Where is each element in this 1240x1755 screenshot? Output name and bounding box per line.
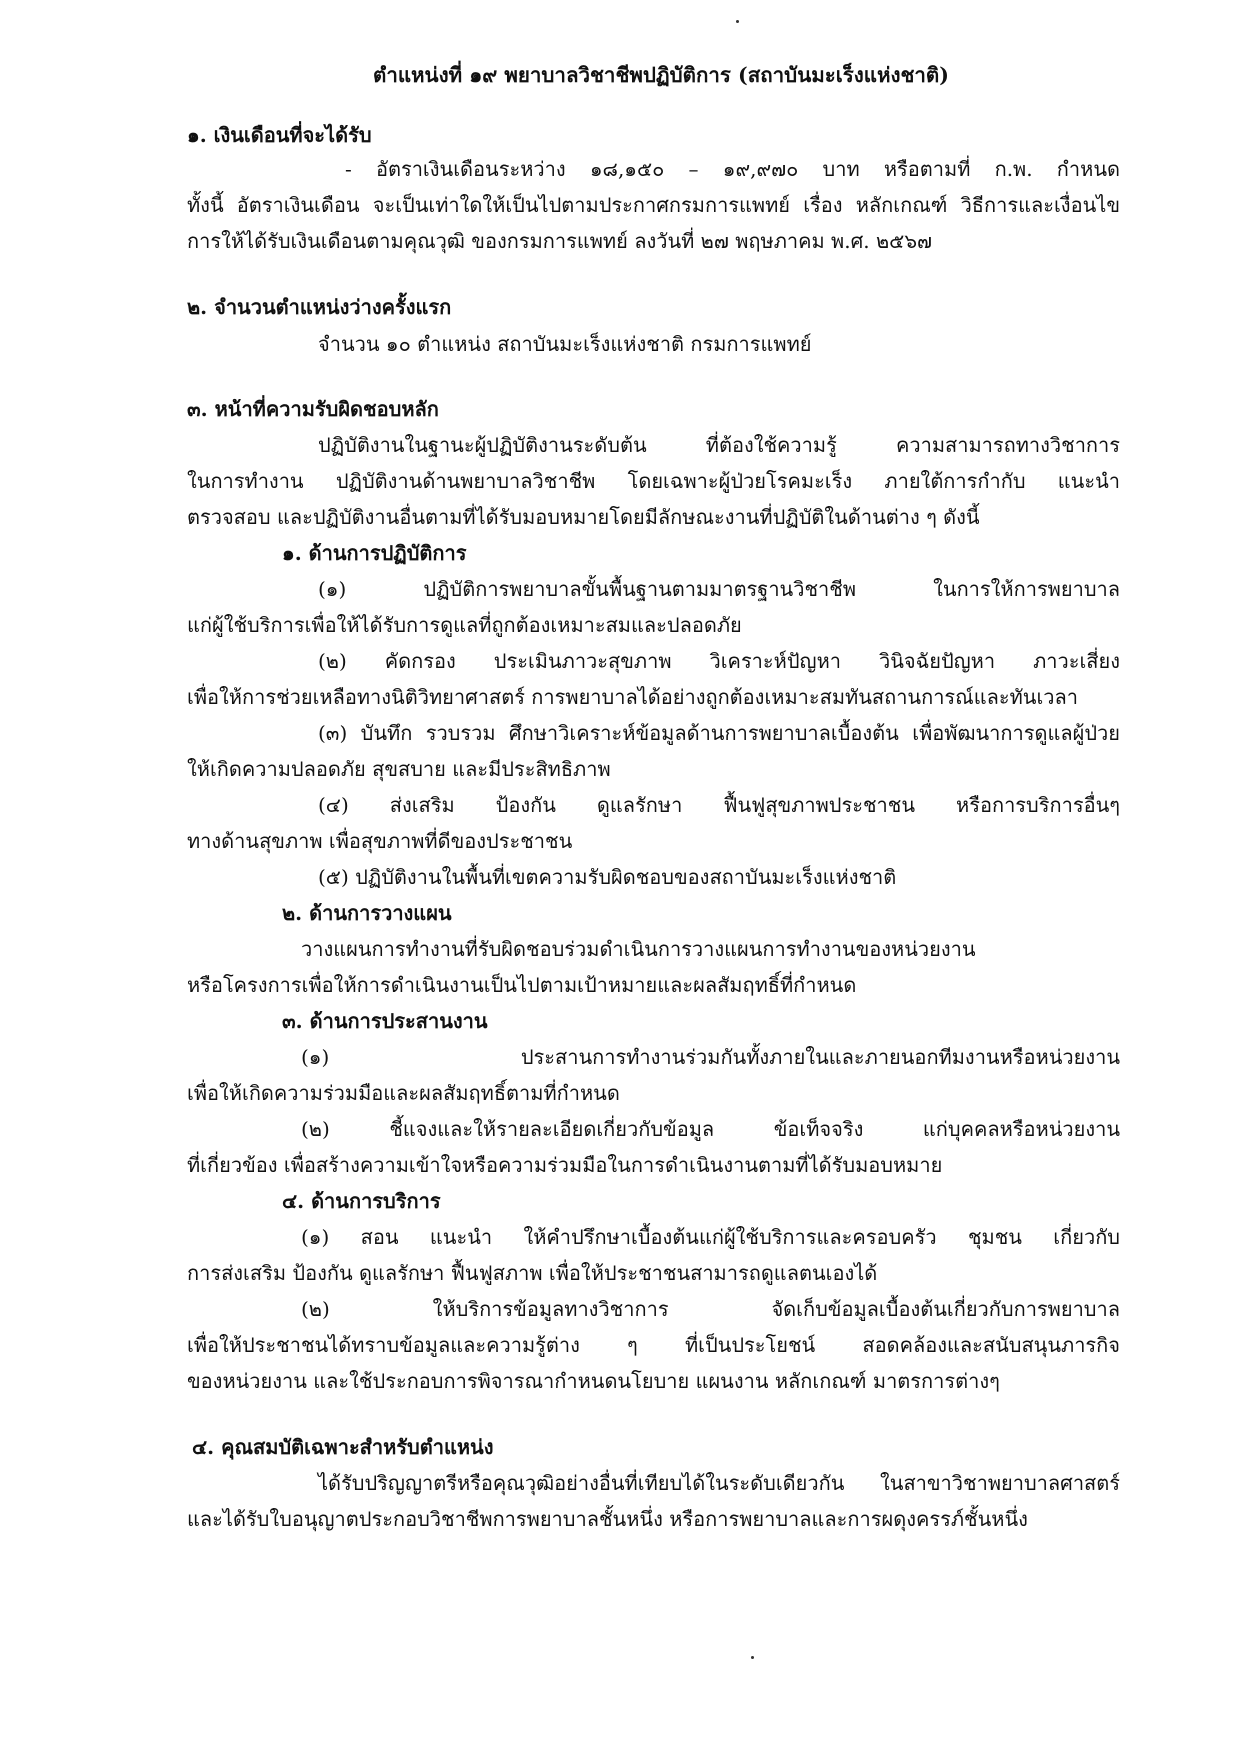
operations-item-3-cont: ให้เกิดความปลอดภัย สุขสบาย และมีประสิทธิภาพ (187, 757, 611, 781)
section-3-line-3: ตรวจสอบ และปฏิบัติงานอื่นตามที่ได้รับมอบหมายโดยมีลักษณะงานที่ปฏิบัติในด้านต่าง ๆ ดังนี้ (187, 505, 980, 529)
section-1-line-1: - อัตราเงินเดือนระหว่าง ๑๘,๑๕๐ – ๑๙,๙๗๐ บาท หรือตามที่ ก.พ. กำหนด (345, 157, 1120, 181)
section-4-line-2: และได้รับใบอนุญาตประกอบวิชาชีพการพยาบาลชั้นหนึ่ง หรือการพยาบาลและการผดุงครรภ์ชั้นหนึ่ง (187, 1507, 1028, 1531)
service-item-2-cont-1: เพื่อให้ประชาชนได้ทราบข้อมูลและความรู้ต่าง ๆ ที่เป็นประโยชน์ สอดคล้องและสนับสนุนภารกิจ (187, 1333, 1120, 1357)
section-4-line-1: ได้รับปริญญาตรีหรือคุณวุฒิอย่างอื่นที่เทียบได้ในระดับเดียวกัน ในสาขาวิชาพยาบาลศาสตร์ (318, 1471, 1120, 1495)
subsection-coordination-heading: ๓. ด้านการประสานงาน (282, 1009, 488, 1033)
section-1-line-3: การให้ได้รับเงินเดือนตามคุณวุฒิ ของกรมการแพทย์ ลงวันที่ ๒๗ พฤษภาคม พ.ศ. ๒๕๖๗ (187, 229, 933, 253)
coordination-item-1-cont: เพื่อให้เกิดความร่วมมือและผลสัมฤทธิ์ตามที่กำหนด (187, 1081, 620, 1105)
scan-speck (751, 1656, 754, 1659)
operations-item-1-cont: แก่ผู้ใช้บริการเพื่อให้ได้รับการดูแลที่ถูกต้องเหมาะสมและปลอดภัย (187, 613, 742, 637)
planning-line-1: วางแผนการทำงานที่รับผิดชอบร่วมดำเนินการวางแผนการทำงานของหน่วยงาน (301, 937, 976, 961)
coordination-item-2: (๒) ชี้แจงและให้รายละเอียดเกี่ยวกับข้อมูล ข้อเท็จจริง แก่บุคคลหรือหน่วยงาน (301, 1117, 1120, 1141)
operations-item-2-cont: เพื่อให้การช่วยเหลือทางนิติวิทยาศาสตร์ การพยาบาลได้อย่างถูกต้องเหมาะสมทันสถานการณ์และทันเวลา (187, 685, 1079, 709)
section-3-heading: ๓. หน้าที่ความรับผิดชอบหลัก (187, 397, 439, 421)
coordination-item-2-cont: ที่เกี่ยวข้อง เพื่อสร้างความเข้าใจหรือความร่วมมือในการดำเนินงานตามที่ได้รับมอบหมาย (187, 1153, 943, 1177)
section-3-line-1: ปฏิบัติงานในฐานะผู้ปฏิบัติงานระดับต้น ที่ต้องใช้ความรู้ ความสามารถทางวิชาการ (318, 433, 1120, 457)
operations-item-3: (๓) บันทึก รวบรวม ศึกษาวิเคราะห์ข้อมูลด้านการพยาบาลเบื้องต้น เพื่อพัฒนาการดูแลผู้ป่วย (318, 721, 1120, 745)
section-2-heading: ๒. จำนวนตำแหน่งว่างครั้งแรก (187, 295, 452, 319)
service-item-1-cont: การส่งเสริม ป้องกัน ดูแลรักษา ฟื้นฟูสภาพ เพื่อให้ประชาชนสามารถดูแลตนเองได้ (187, 1261, 878, 1285)
service-item-1: (๑) สอน แนะนำ ให้คำปรึกษาเบื้องต้นแก่ผู้ใช้บริการและครอบครัว ชุมชน เกี่ยวกับ (301, 1225, 1120, 1249)
subsection-operations-heading: ๑. ด้านการปฏิบัติการ (282, 541, 467, 565)
subsection-planning-heading: ๒. ด้านการวางแผน (282, 901, 452, 925)
scan-speck (736, 20, 739, 23)
operations-item-1: (๑) ปฏิบัติการพยาบาลขั้นพื้นฐานตามมาตรฐานวิชาชีพ ในการให้การพยาบาล (318, 577, 1120, 601)
coordination-item-1: (๑) ประสานการทำงานร่วมกันทั้งภายในและภายนอกทีมงานหรือหน่วยงาน (301, 1045, 1120, 1069)
page-title: ตำแหน่งที่ ๑๙ พยาบาลวิชาชีพปฏิบัติการ (สถาบันมะเร็งแห่งชาติ) (373, 63, 949, 87)
section-4-heading: ๔. คุณสมบัติเฉพาะสำหรับตำแหน่ง (192, 1435, 494, 1459)
operations-item-4: (๔) ส่งเสริม ป้องกัน ดูแลรักษา ฟื้นฟูสุขภาพประชาชน หรือการบริการอื่นๆ (318, 793, 1120, 817)
service-item-2: (๒) ให้บริการข้อมูลทางวิชาการ จัดเก็บข้อมูลเบื้องต้นเกี่ยวกับการพยาบาล (301, 1297, 1120, 1321)
section-2-line-1: จำนวน ๑๐ ตำแหน่ง สถาบันมะเร็งแห่งชาติ กรมการแพทย์ (318, 332, 812, 356)
service-item-2-cont-2: ของหน่วยงาน และใช้ประกอบการพิจารณากำหนดนโยบาย แผนงาน หลักเกณฑ์ มาตรการต่างๆ (187, 1369, 1000, 1393)
planning-line-2: หรือโครงการเพื่อให้การดำเนินงานเป็นไปตามเป้าหมายและผลสัมฤทธิ์ที่กำหนด (187, 973, 857, 997)
subsection-service-heading: ๔. ด้านการบริการ (282, 1189, 441, 1213)
section-3-line-2: ในการทำงาน ปฏิบัติงานด้านพยาบาลวิชาชีพ โดยเฉพาะผู้ป่วยโรคมะเร็ง ภายใต้การกำกับ แนะนำ (187, 469, 1120, 493)
operations-item-2: (๒) คัดกรอง ประเมินภาวะสุขภาพ วิเคราะห์ปัญหา วินิจฉัยปัญหา ภาวะเสี่ยง (318, 649, 1120, 673)
operations-item-5: (๕) ปฏิบัติงานในพื้นที่เขตความรับผิดชอบของสถาบันมะเร็งแห่งชาติ (318, 865, 897, 889)
section-1-heading: ๑. เงินเดือนที่จะได้รับ (187, 123, 372, 147)
operations-item-4-cont: ทางด้านสุขภาพ เพื่อสุขภาพที่ดีของประชาชน (187, 829, 573, 853)
section-1-line-2: ทั้งนี้ อัตราเงินเดือน จะเป็นเท่าใดให้เป็นไปตามประกาศกรมการแพทย์ เรื่อง หลักเกณฑ์ วิธีการและเงื่อนไข (187, 193, 1120, 217)
